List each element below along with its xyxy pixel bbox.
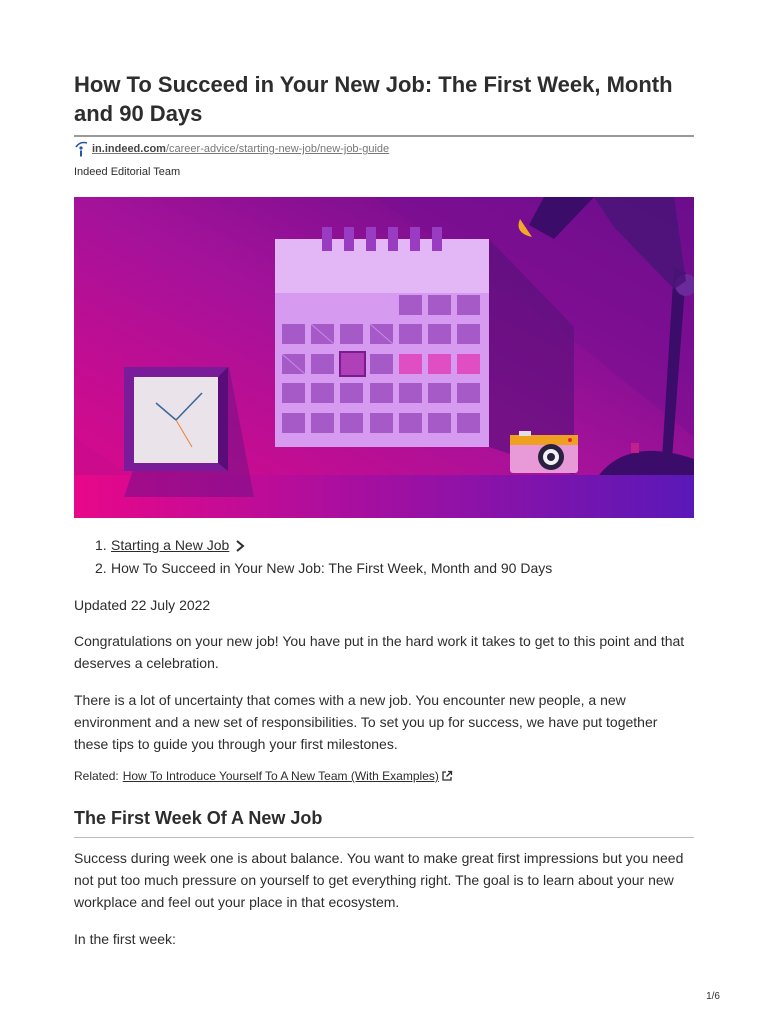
updated-date: Updated 22 July 2022	[74, 597, 211, 613]
page-number: 1/6	[706, 991, 720, 1002]
hero-illustration	[74, 197, 694, 518]
breadcrumb-number: 2.	[95, 560, 107, 576]
source-line	[74, 141, 389, 157]
article-title: How To Succeed in Your New Job: The First Week, Month and 90 Days	[74, 72, 673, 126]
external-link-icon	[441, 770, 453, 782]
source-path: /career-advice/starting-new-job/new-job-guide	[165, 143, 390, 155]
intro-paragraph: Congratulations on your new job! You have put in the hard work it takes to get to this point and that deserves a celebration.	[74, 633, 685, 671]
source-domain: in.indeed.com	[92, 143, 166, 155]
related-link-row	[74, 769, 453, 783]
breadcrumb-link-starting-new-job[interactable]: Starting a New Job	[111, 537, 230, 553]
section-body: Success during week one is about balance. You want to make great first impressions but you need not put too much pressure on yourself to get everything right. The goal is to learn about your new workplace and feel out your place in that ecosystem.	[74, 850, 684, 910]
author-name: Indeed Editorial Team	[74, 166, 181, 178]
breadcrumb-number: 1.	[95, 537, 107, 553]
indeed-logo-icon	[74, 141, 88, 157]
section-heading: The First Week Of A New Job	[74, 808, 323, 828]
title-divider	[74, 135, 694, 137]
related-article-link[interactable]: How To Introduce Yourself To A New Team (With Examples)	[122, 769, 439, 783]
chevron-right-icon	[235, 540, 245, 552]
list-intro: In the first week:	[74, 931, 176, 947]
breadcrumb	[95, 534, 552, 580]
breadcrumb-current: How To Succeed in Your New Job: The First Week, Month and 90 Days	[111, 560, 553, 576]
related-prefix: Related:	[74, 769, 119, 783]
source-link[interactable]	[92, 143, 389, 155]
section-divider	[74, 837, 694, 838]
breadcrumb-item	[95, 557, 552, 580]
breadcrumb-item	[95, 534, 552, 557]
uncertainty-paragraph: There is a lot of uncertainty that comes with a new job. You encounter new people, a new environment and a new set of responsibilities. To set you up for success, we have put together these tips to guide you through your first milestones.	[74, 692, 658, 752]
